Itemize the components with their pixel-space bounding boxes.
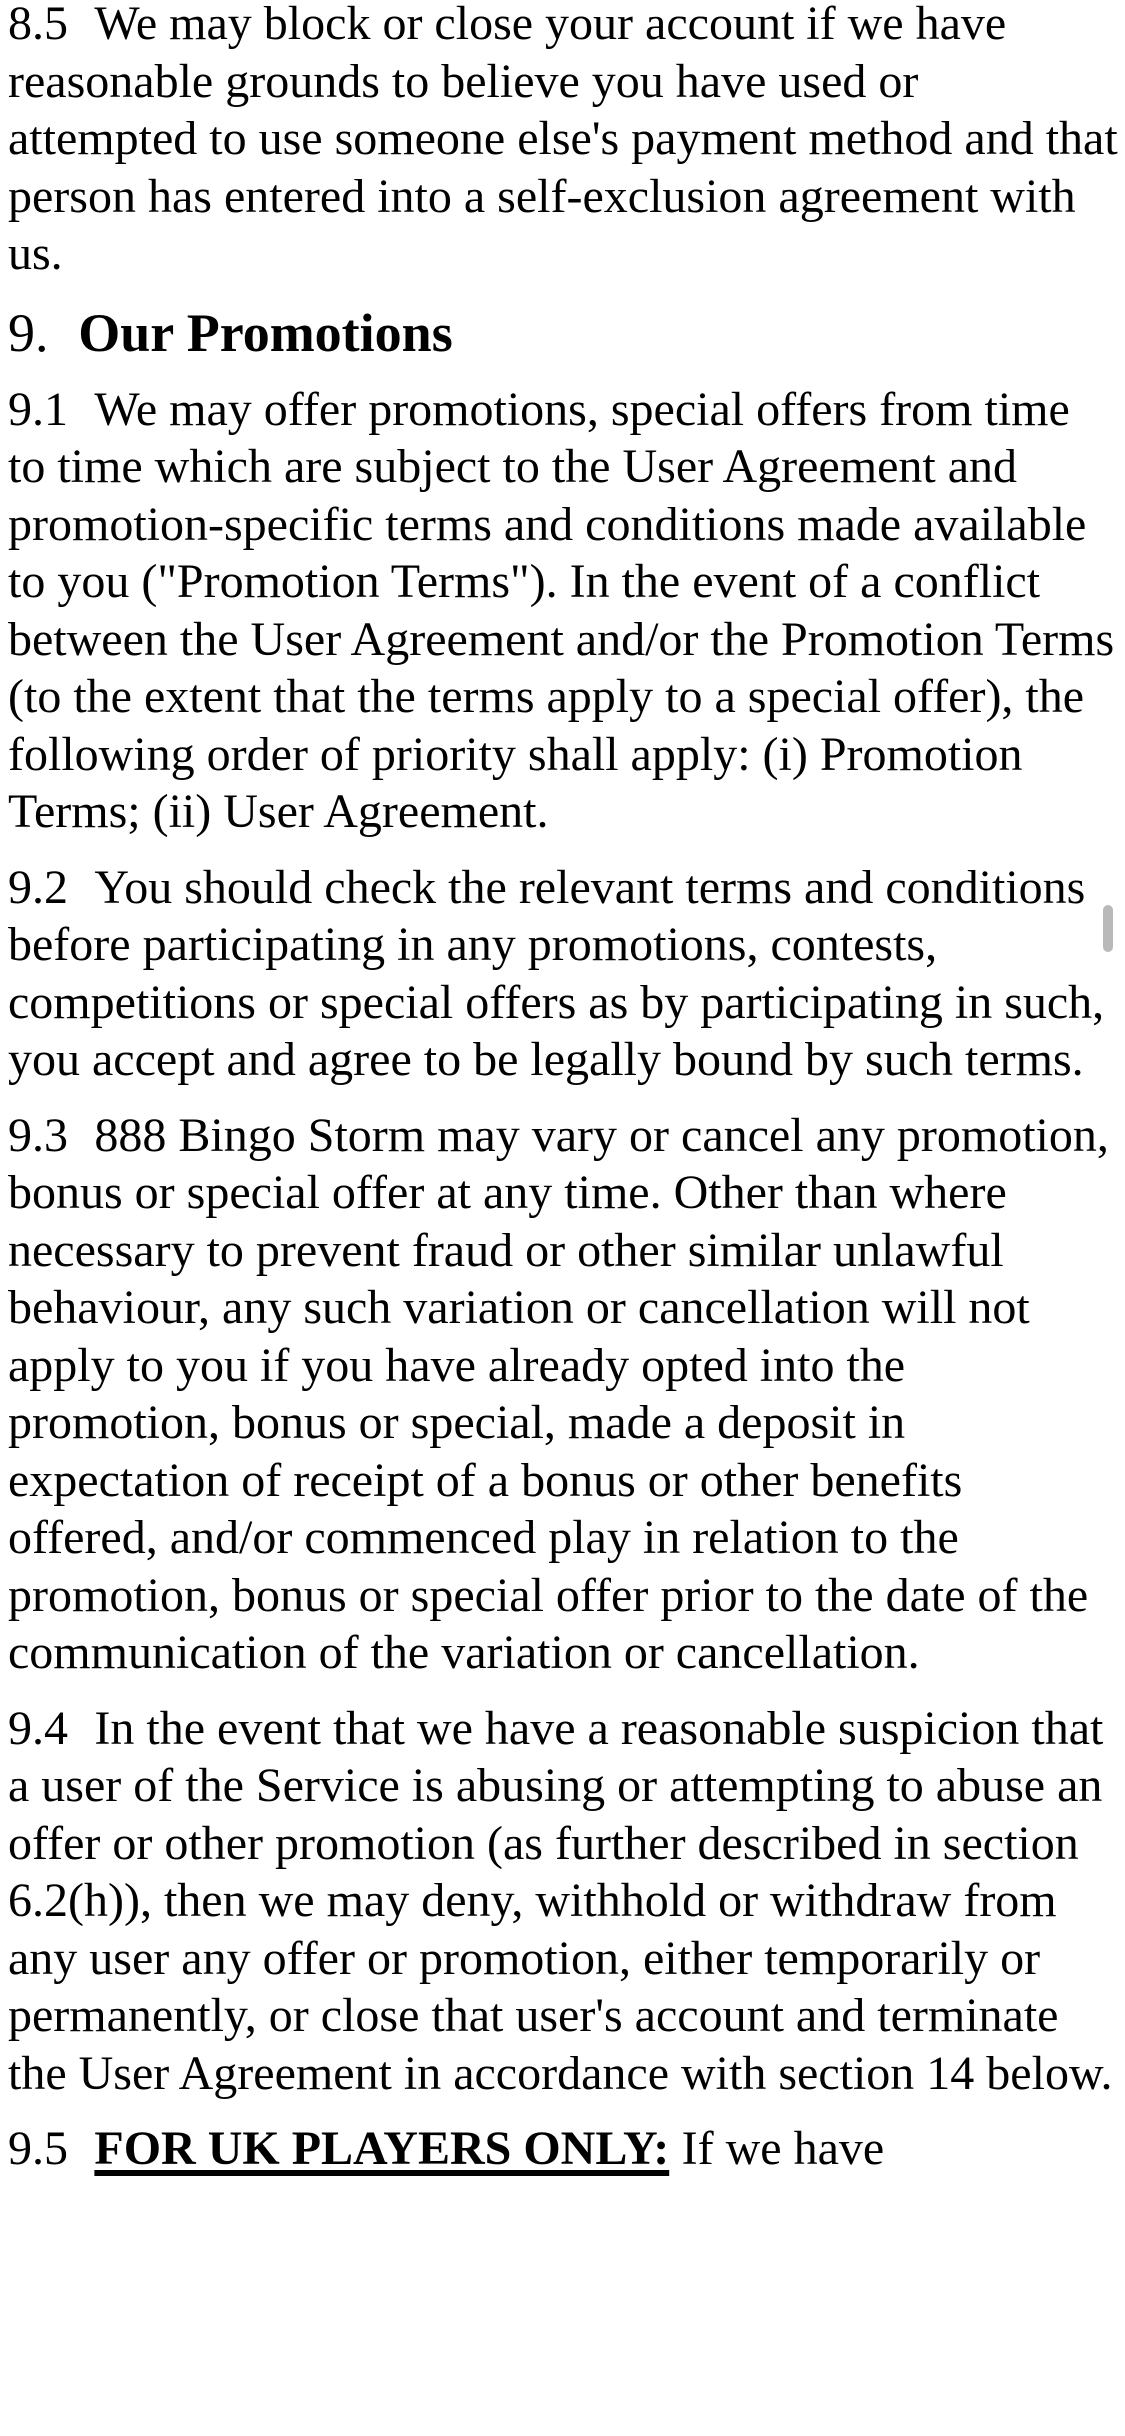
paragraph-9-2-text: You should check the relevant terms and conditions before participating in any promotions, contests, competitions or special offers as by participating in such, you accept and agree to be legally bound by such terms.: [8, 860, 1105, 1086]
section-number-9-1: 9.1: [8, 382, 68, 436]
section-number-9-3: 9.3: [8, 1108, 68, 1162]
section-number-9-4: 9.4: [8, 1701, 68, 1755]
scrollbar-thumb[interactable]: [1103, 905, 1113, 952]
uk-players-only-emphasis: FOR UK PLAYERS ONLY:: [94, 2122, 670, 2175]
paragraph-9-1: [8, 381, 1118, 841]
paragraph-9-5-text: If we have: [681, 2122, 885, 2175]
paragraph-9-3-text: 888 Bingo Storm may vary or cancel any promotion, bonus or special offer at any time. Other than where necessary to prevent fraud or other similar unlawful behaviour, any such variation or cancellation will not apply to you if you have already opted into the promotion, bonus or special, made a deposit in expectation of receipt of a bonus or other benefits offered, and/or commenced play in relation to the promotion, bonus or special offer prior to the date of the communication of the variation or cancellation.: [8, 1108, 1109, 1679]
paragraph-8-5-text: We may block or close your account if we have reasonable grounds to believe you have used or attempted to use someone else's payment method and that person has entered into a self-exclusion agreement with us.: [8, 0, 1118, 280]
paragraph-9-4: [8, 1700, 1118, 2103]
paragraph-9-3: [8, 1107, 1118, 1682]
section-number-8-5: 8.5: [8, 0, 68, 50]
section-number-9-2: 9.2: [8, 860, 68, 914]
heading-our-promotions-text: Our Promotions: [78, 302, 453, 363]
section-number-9-5: 9.5: [8, 2122, 68, 2175]
paragraph-9-4-text: In the event that we have a reasonable suspicion that a user of the Service is abusing or attempting to abuse an offer or other promotion (as further described in section 6.2(h)), then we may deny, withhold or withdraw from any user any offer or promotion, either temporarily or permanently, or close that user's account and terminate the User Agreement in accordance with section 14 below.: [8, 1701, 1113, 2100]
section-number-9: 9.: [8, 302, 49, 363]
paragraph-9-1-text: We may offer promotions, special offers from time to time which are subject to the User Agreement and promotion-specific terms and conditions made available to you ("Promotion Terms"). In the event of a conflict between the User Agreement and/or the Promotion Terms (to the extent that the terms apply to a special offer), the following order of priority shall apply: (i) Promotion Terms; (ii) User Agreement.: [8, 382, 1115, 838]
paragraph-8-5: [8, 0, 1118, 283]
heading-our-promotions: [8, 301, 1118, 365]
paragraph-9-2: [8, 859, 1118, 1089]
paragraph-9-5: [8, 2120, 1118, 2178]
